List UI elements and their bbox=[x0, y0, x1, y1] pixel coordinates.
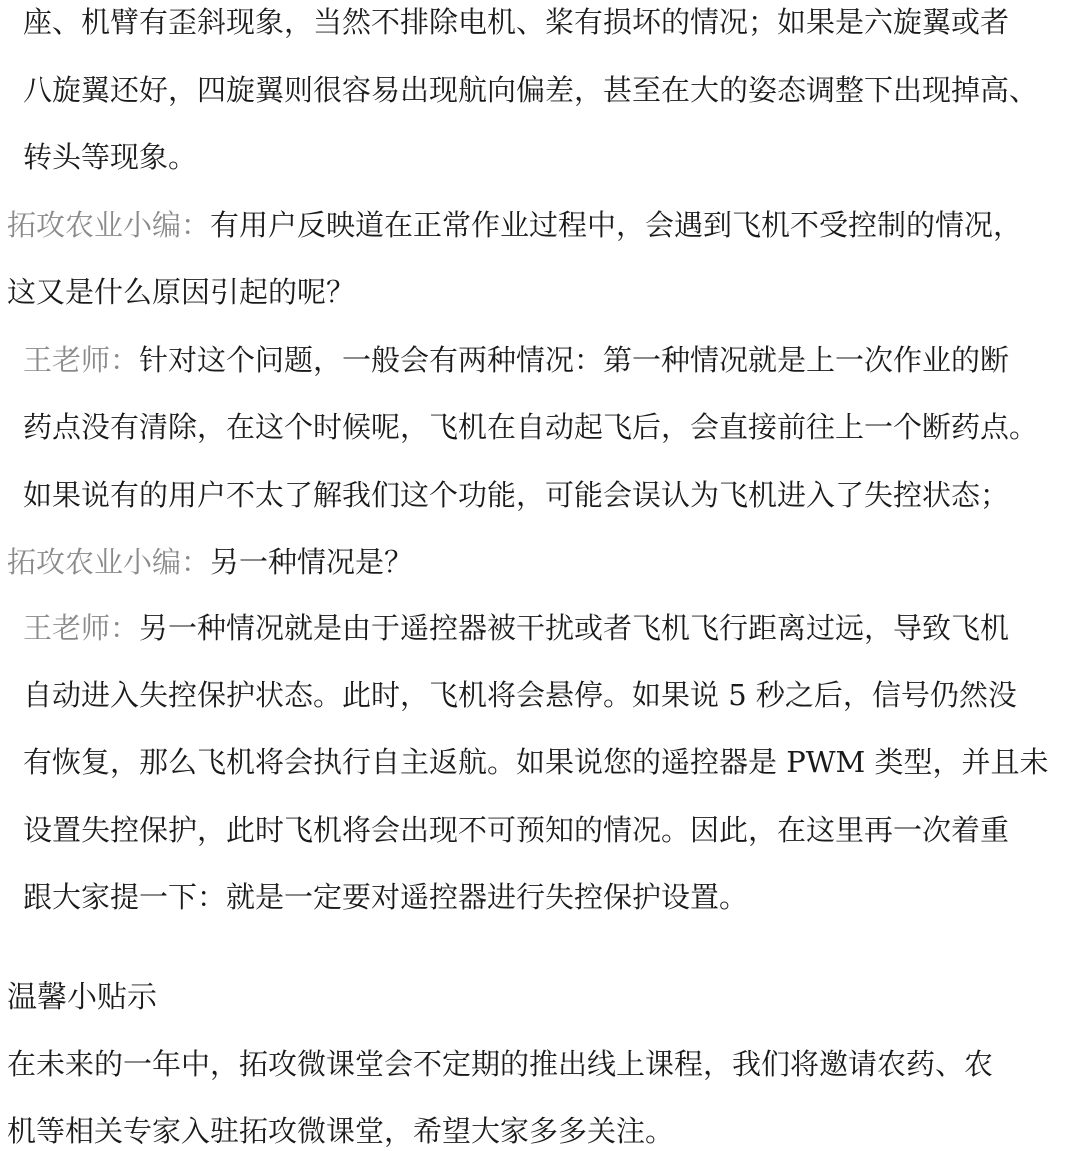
answer-2-line-1 bbox=[23, 608, 1009, 648]
question-1-text: 有用户反映道在正常作业过程中，会遇到飞机不受控制的情况， bbox=[210, 208, 1023, 242]
answer-2-line-4: 设置失控保护，此时飞机将会出现不可预知的情况。因此，在这里再一次着重 bbox=[23, 813, 1010, 847]
tips-heading: 温馨小贴示 bbox=[7, 980, 157, 1015]
tips-line-1: 在未来的一年中，拓攻微课堂会不定期的推出线上课程，我们将邀请农药、农 bbox=[7, 1047, 994, 1081]
tips-line-2: 机等相关专家入驻拓攻微课堂，希望大家多多关注。 bbox=[7, 1114, 675, 1148]
speaker-teacher: 王老师： bbox=[23, 611, 140, 645]
speaker-editor: 拓攻农业小编： bbox=[7, 545, 211, 579]
answer-1-line-2: 药点没有清除，在这个时候呢，飞机在自动起飞后，会直接前往上一个断药点。 bbox=[23, 410, 1039, 444]
speaker-editor: 拓攻农业小编： bbox=[7, 208, 211, 242]
answer-1-line-3: 如果说有的用户不太了解我们这个功能，可能会误认为飞机进入了失控状态； bbox=[23, 478, 1010, 512]
answer-2-text: 另一种情况就是由于遥控器被干扰或者飞机飞行距离过远，导致飞机 bbox=[139, 611, 1010, 645]
question-1-line-2: 这又是什么原因引起的呢？ bbox=[7, 275, 356, 309]
intro-line-2: 八旋翼还好，四旋翼则很容易出现航向偏差，甚至在大的姿态调整下出现掉高、 bbox=[23, 73, 1039, 107]
question-2-line-1 bbox=[7, 542, 413, 582]
answer-2-line-3: 有恢复，那么飞机将会执行自主返航。如果说您的遥控器是 PWM 类型，并且未 bbox=[23, 745, 1049, 779]
answer-1-text: 针对这个问题，一般会有两种情况：第一种情况就是上一次作业的断 bbox=[139, 343, 1010, 377]
answer-2-line-5: 跟大家提一下：就是一定要对遥控器进行失控保护设置。 bbox=[23, 880, 749, 914]
intro-line-3: 转头等现象。 bbox=[23, 140, 198, 174]
answer-2-line-2: 自动进入失控保护状态。此时，飞机将会悬停。如果说 5 秒之后，信号仍然没 bbox=[23, 678, 1017, 712]
question-2-text: 另一种情况是？ bbox=[210, 545, 414, 579]
answer-1-line-1 bbox=[23, 340, 1009, 380]
question-1-line-1 bbox=[7, 205, 1022, 245]
intro-line-1: 座、机臂有歪斜现象，当然不排除电机、桨有损坏的情况；如果是六旋翼或者 bbox=[23, 5, 1010, 39]
speaker-teacher: 王老师： bbox=[23, 343, 140, 377]
